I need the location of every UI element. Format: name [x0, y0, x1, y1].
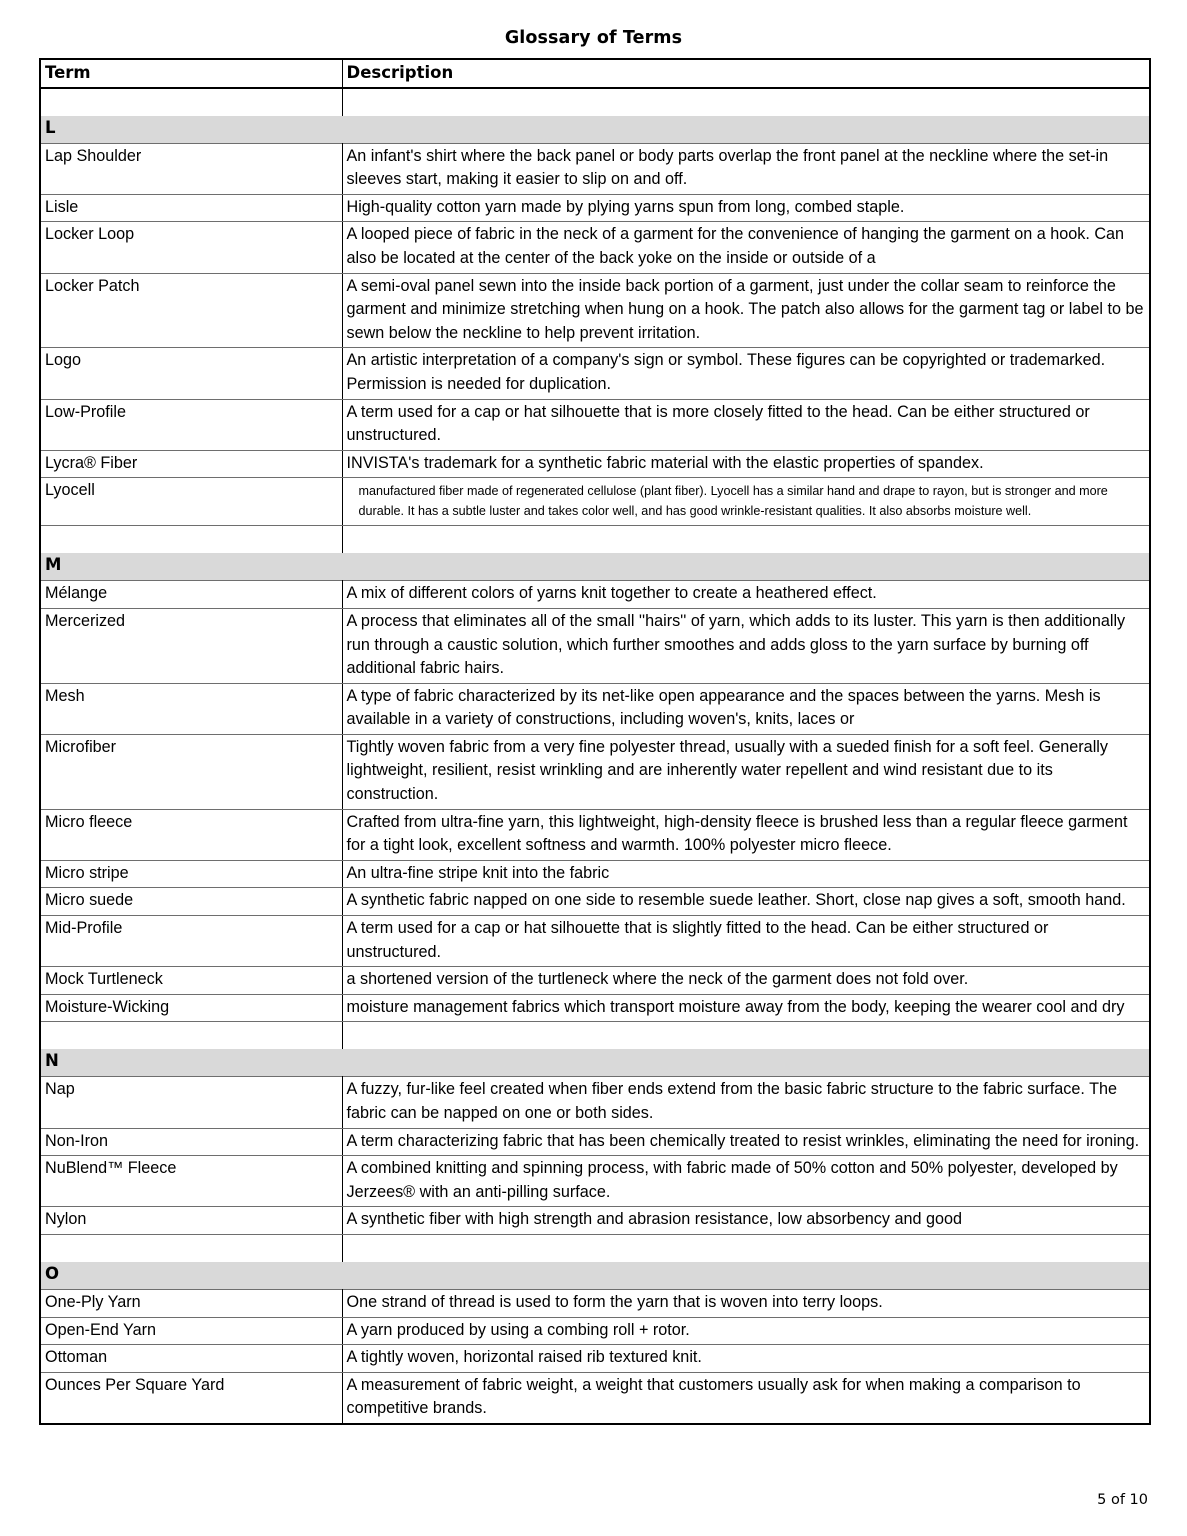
glossary-description: A mix of different colors of yarns knit together to create a heathered effect. — [342, 581, 1150, 609]
table-row — [40, 1077, 1150, 1128]
spacer-description-cell — [342, 88, 1150, 116]
glossary-term: Ottoman — [40, 1345, 342, 1373]
glossary-term: Mid-Profile — [40, 916, 342, 967]
spacer-description-cell — [342, 526, 1150, 554]
table-row — [40, 967, 1150, 995]
table-row — [40, 348, 1150, 399]
table-row — [40, 888, 1150, 916]
glossary-description: Tightly woven fabric from a very fine polyester thread, usually with a sueded finish for a soft feel. Generally lightweight, resilient, resist wrinkling and are inherently water repellent and wind resistant due to its construction. — [342, 734, 1150, 809]
glossary-term: Lap Shoulder — [40, 143, 342, 194]
table-row — [40, 399, 1150, 450]
glossary-term: Locker Loop — [40, 222, 342, 273]
glossary-description: Crafted from ultra-fine yarn, this lightweight, high-density fleece is brushed less than a regular fleece garment for a tight look, excellent softness and warmth. 100% polyester micro fleece. — [342, 809, 1150, 860]
section-header-row — [40, 553, 1150, 581]
glossary-description: A type of fabric characterized by its net-like open appearance and the spaces between the yarns. Mesh is available in a variety of constructions, including woven's, knits, laces or — [342, 683, 1150, 734]
glossary-term: NuBlend™ Fleece — [40, 1156, 342, 1207]
glossary-description: A term used for a cap or hat silhouette that is slightly fitted to the head. Can be either structured or unstructured. — [342, 916, 1150, 967]
spacer-description-cell — [342, 1022, 1150, 1050]
spacer-term-cell — [40, 1022, 342, 1050]
glossary-description: A term characterizing fabric that has been chemically treated to resist wrinkles, eliminating the need for ironing. — [342, 1128, 1150, 1156]
glossary-term: Mock Turtleneck — [40, 967, 342, 995]
spacer-term-cell — [40, 526, 342, 554]
glossary-term: Lisle — [40, 194, 342, 222]
column-header-description: Description — [342, 59, 1150, 88]
table-row — [40, 1345, 1150, 1373]
glossary-term: Lycra® Fiber — [40, 450, 342, 478]
glossary-description: A synthetic fabric napped on one side to resemble suede leather. Short, close nap gives a soft, smooth hand. — [342, 888, 1150, 916]
table-row — [40, 1317, 1150, 1345]
section-header-row — [40, 116, 1150, 144]
table-row — [40, 1207, 1150, 1235]
section-header-row — [40, 1049, 1150, 1077]
glossary-term: Mélange — [40, 581, 342, 609]
glossary-term: Mesh — [40, 683, 342, 734]
page-number: 5 of 10 — [1097, 1492, 1148, 1508]
glossary-term: Micro suede — [40, 888, 342, 916]
table-spacer-row — [40, 88, 1150, 116]
table-header — [40, 59, 1150, 88]
section-letter: N — [40, 1049, 1150, 1077]
spacer-term-cell — [40, 88, 342, 116]
column-header-term: Term — [40, 59, 342, 88]
glossary-description: moisture management fabrics which transport moisture away from the body, keeping the wearer cool and dry — [342, 994, 1150, 1022]
table-row — [40, 143, 1150, 194]
table-row — [40, 1372, 1150, 1424]
glossary-term: Logo — [40, 348, 342, 399]
glossary-term: Locker Patch — [40, 273, 342, 348]
glossary-description: A combined knitting and spinning process, with fabric made of 50% cotton and 50% polyester, developed by Jerzees® with an anti-pilling surface. — [342, 1156, 1150, 1207]
glossary-description: A term used for a cap or hat silhouette that is more closely fitted to the head. Can be either structured or unstructured. — [342, 399, 1150, 450]
table-header-row — [40, 59, 1150, 88]
table-row — [40, 608, 1150, 683]
glossary-term: Micro stripe — [40, 860, 342, 888]
section-header-row — [40, 1262, 1150, 1290]
table-row — [40, 222, 1150, 273]
table-row — [40, 734, 1150, 809]
glossary-term: Low-Profile — [40, 399, 342, 450]
glossary-term: Nylon — [40, 1207, 342, 1235]
glossary-term: Non-Iron — [40, 1128, 342, 1156]
glossary-description: A yarn produced by using a combing roll + rotor. — [342, 1317, 1150, 1345]
section-letter: M — [40, 553, 1150, 581]
spacer-description-cell — [342, 1234, 1150, 1262]
glossary-description: manufactured fiber made of regenerated cellulose (plant fiber). Lyocell has a similar hand and drape to rayon, but is stronger and more durable. It has a subtle luster and takes color well, and has good wrinkle-resistant qualities. It also absorbs moisture well. — [342, 478, 1150, 526]
page-title: Glossary of Terms — [504, 28, 683, 48]
glossary-description: A process that eliminates all of the small ''hairs'' of yarn, which adds to its luster. This yarn is then additionally run through a caustic solution, which further smoothes and adds gloss to the yarn surface by burning off additional fabric hairs. — [342, 608, 1150, 683]
glossary-description: One strand of thread is used to form the yarn that is woven into terry loops. — [342, 1289, 1150, 1317]
table-row — [40, 194, 1150, 222]
glossary-term: Moisture-Wicking — [40, 994, 342, 1022]
glossary-description: An infant's shirt where the back panel or body parts overlap the front panel at the neckline where the set-in sleeves start, making it easier to slip on and off. — [342, 143, 1150, 194]
glossary-term: Micro fleece — [40, 809, 342, 860]
glossary-term: Nap — [40, 1077, 342, 1128]
section-letter: L — [40, 116, 1150, 144]
table-row — [40, 1156, 1150, 1207]
glossary-description: a shortened version of the turtleneck where the neck of the garment does not fold over. — [342, 967, 1150, 995]
table-row — [40, 450, 1150, 478]
glossary-description: A measurement of fabric weight, a weight that customers usually ask for when making a comparison to competitive brands. — [342, 1372, 1150, 1424]
section-letter: O — [40, 1262, 1150, 1290]
glossary-description: An artistic interpretation of a company's sign or symbol. These figures can be copyrighted or trademarked. Permission is needed for duplication. — [342, 348, 1150, 399]
table-row — [40, 994, 1150, 1022]
glossary-term: Ounces Per Square Yard — [40, 1372, 342, 1424]
glossary-description: A fuzzy, fur-like feel created when fiber ends extend from the basic fabric structure to the fabric surface. The fabric can be napped on one or both sides. — [342, 1077, 1150, 1128]
glossary-term: Lyocell — [40, 478, 342, 526]
glossary-table — [39, 58, 1151, 1425]
table-row — [40, 1128, 1150, 1156]
table-row — [40, 683, 1150, 734]
table-row — [40, 860, 1150, 888]
table-row — [40, 809, 1150, 860]
table-row — [40, 581, 1150, 609]
glossary-description: A looped piece of fabric in the neck of a garment for the convenience of hanging the garment on a hook. Can also be located at the center of the back yoke on the inside or outside of a — [342, 222, 1150, 273]
glossary-description: A synthetic fiber with high strength and abrasion resistance, low absorbency and good — [342, 1207, 1150, 1235]
glossary-term: Open-End Yarn — [40, 1317, 342, 1345]
table-row — [40, 916, 1150, 967]
glossary-description: INVISTA's trademark for a synthetic fabric material with the elastic properties of spandex. — [342, 450, 1150, 478]
table-body — [40, 88, 1150, 1424]
glossary-term: One-Ply Yarn — [40, 1289, 342, 1317]
glossary-description: High-quality cotton yarn made by plying yarns spun from long, combed staple. — [342, 194, 1150, 222]
glossary-term: Microfiber — [40, 734, 342, 809]
table-spacer-row — [40, 1022, 1150, 1050]
glossary-table-container — [39, 58, 1149, 1425]
glossary-description: An ultra-fine stripe knit into the fabric — [342, 860, 1150, 888]
glossary-description: A tightly woven, horizontal raised rib textured knit. — [342, 1345, 1150, 1373]
table-row — [40, 1289, 1150, 1317]
spacer-term-cell — [40, 1234, 342, 1262]
table-row — [40, 273, 1150, 348]
table-spacer-row — [40, 526, 1150, 554]
glossary-description: A semi-oval panel sewn into the inside back portion of a garment, just under the collar seam to reinforce the garment and minimize stretching when hung on a hook. The patch also allows for the garment tag or label to be sewn below the neckline to help prevent irritation. — [342, 273, 1150, 348]
glossary-term: Mercerized — [40, 608, 342, 683]
table-spacer-row — [40, 1234, 1150, 1262]
table-row — [40, 478, 1150, 526]
